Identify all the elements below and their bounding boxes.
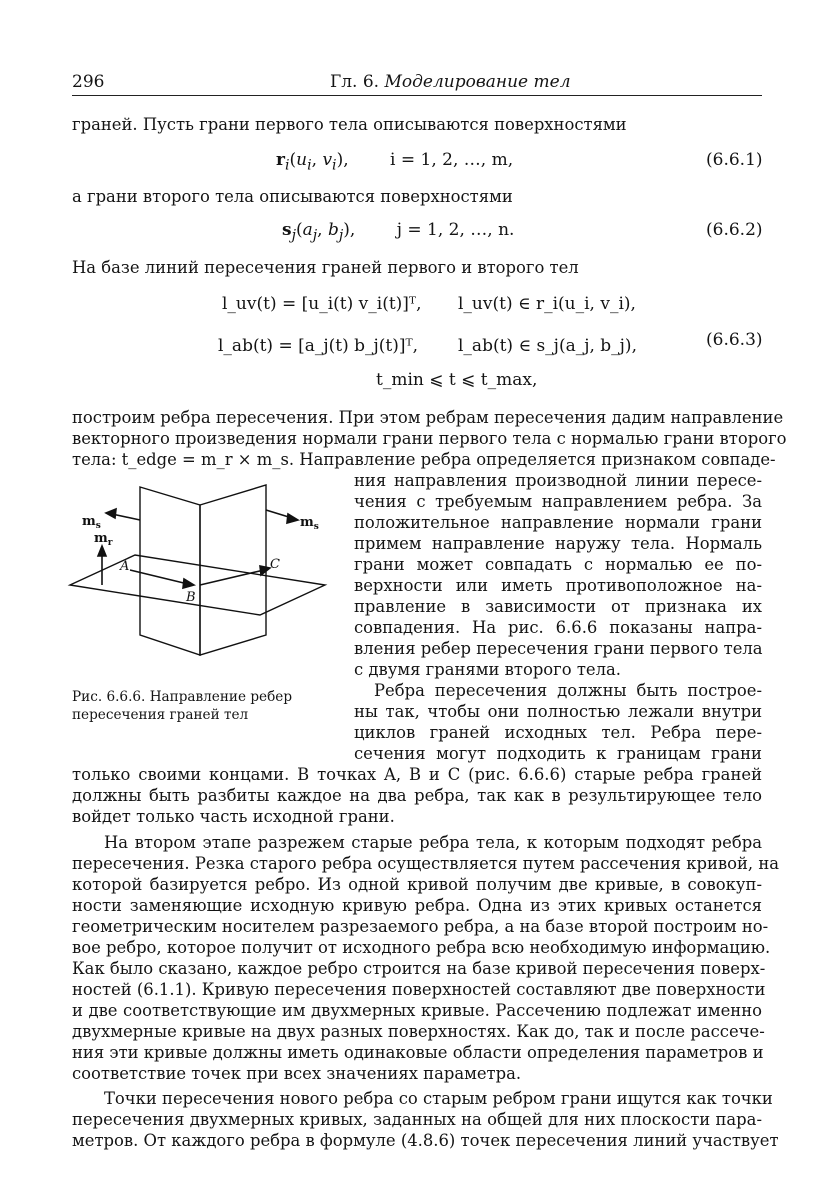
body-line: ностей (6.1.1). Кривую пересечения поверхностей составляют две поверхности — [72, 980, 766, 999]
eq-symbol: s — [282, 220, 292, 240]
label-ms-right: $m_s$ — [300, 515, 319, 532]
arrow-head — [106, 509, 116, 518]
equation-number: (6.6.1) — [706, 150, 763, 170]
body-line: ности заменяющие исходную кривую ребра. Одна из этих кривых останется — [72, 896, 762, 915]
label-mr: $m_r$ — [94, 531, 113, 548]
wrap-line: циклов граней исходных тел. Ребра пере- — [354, 723, 762, 742]
eq-row-2-right: l_ab(t) ∈ s_j(a_j, b_j), — [458, 336, 637, 356]
body-line: Точки пересечения нового ребра со старым ребром грани ищутся как точки — [104, 1089, 773, 1108]
paragraph-text: граней. Пусть грани первого тела описываются поверхностями — [72, 115, 627, 134]
body-line: На втором этапе разрежем старые ребра тела, к которым подходят ребра — [104, 833, 762, 852]
body-line: построим ребра пересечения. При этом ребрам пересечения дадим направление — [72, 408, 784, 427]
page-number: 296 — [72, 72, 105, 92]
wrap-line: сечения могут подходить к границам грани — [354, 744, 762, 763]
eq-row-3: t_min ⩽ t ⩽ t_max, — [376, 370, 538, 390]
body-line: соответствие точек при всех значениях параметра. — [72, 1064, 522, 1083]
body-line: только своими концами. В точках A, B и C (рис. 6.6.6) старые ребра граней — [72, 765, 762, 784]
body-line: вое ребро, которое получит от исходного ребра всю необходимую информацию. — [72, 938, 771, 957]
edge-B-C — [200, 570, 264, 585]
wrap-line: с двумя гранями второго тела. — [354, 660, 622, 679]
label-B: B — [186, 590, 196, 605]
body-line: войдет только часть исходной грани. — [72, 807, 395, 826]
arrow-head — [287, 514, 298, 523]
wrap-line: вления ребер пересечения грани первого тела — [354, 639, 763, 658]
arrow-head — [260, 566, 270, 575]
equation-number: (6.6.2) — [706, 220, 763, 240]
label-C: C — [270, 557, 280, 572]
body-line: векторного произведения нормали грани первого тела с нормалью грани второго — [72, 429, 787, 448]
normal-ms-left — [112, 514, 140, 520]
equation-number: (6.6.3) — [706, 330, 763, 350]
arrow-head — [98, 546, 106, 556]
figure-caption: Рис. 6.6.6. Направление ребер пересечения граней тел — [72, 689, 293, 723]
figure-6-6-6 — [60, 480, 350, 690]
body-line: которой базируется ребро. Из одной кривой получим две кривые, в совокуп- — [72, 875, 762, 894]
wrap-line: совпадения. На рис. 6.6.6 показаны напра- — [354, 618, 762, 637]
wrap-line: верхности или иметь противоположное на- — [354, 576, 762, 595]
arrow-head — [183, 579, 194, 588]
wrap-line: чения с требуемым направлением ребра. За — [354, 492, 762, 511]
running-header — [330, 72, 571, 92]
body-line: двухмерные кривые на двух разных поверхностях. Как до, так и после рассече- — [72, 1022, 765, 1041]
wrap-line: ны так, чтобы они полностью лежали внутри — [354, 702, 762, 721]
body-line: Как было сказано, каждое ребро строится на базе кривой пересечения поверх- — [72, 959, 766, 978]
body-line: должны быть разбиты каждое на два ребра, так как в результирующее тело — [72, 786, 762, 805]
eq-row-2-left: l_ab(t) = [a_j(t) b_j(t)]ᵀ, — [218, 336, 419, 356]
body-line: и две соответствующие им двухмерных кривые. Рассечению подлежат именно — [72, 1001, 762, 1020]
eq-row-1-right: l_uv(t) ∈ r_i(u_i, v_i), — [458, 294, 636, 314]
wrap-line: примем направление наружу тела. Нормаль — [354, 534, 762, 553]
paragraph-text: На базе линий пересечения граней первого и второго тел — [72, 258, 579, 277]
body-line: ния эти кривые должны иметь одинаковые области определения параметров и — [72, 1043, 764, 1062]
equation-6-6-1: $r_i(u_i$, $v_i$), i = 1, 2, …, m, — [276, 150, 514, 174]
wrap-line: ния направления производной линии пересе- — [354, 471, 762, 490]
paragraph-text: а грани второго тела описываются поверхностями — [72, 187, 513, 206]
wrap-line: положительное направление нормали грани — [354, 513, 762, 532]
wrap-line: Ребра пересечения должны быть построе- — [374, 681, 762, 700]
label-ms-left: $m_s$ — [82, 514, 101, 531]
header-rule — [72, 95, 762, 96]
body-line: геометрическим носителем разрезаемого ребра, а на базе второй построим но- — [72, 917, 769, 936]
body-line: метров. От каждого ребра в формуле (4.8.6) точек пересечения линий участвует — [72, 1131, 779, 1150]
left-vertical-face — [140, 487, 200, 655]
horizontal-face — [70, 555, 325, 615]
chapter-number: Гл. 6. — [330, 72, 380, 92]
label-A: A — [120, 559, 130, 574]
eq-range: i = 1, 2, …, m, — [390, 150, 514, 170]
equation-6-6-2: $s_j(a_j$, $b_j$), j = 1, 2, …, n. — [282, 220, 515, 244]
body-line: пересечения. Резка старого ребра осуществляется путем рассечения кривой, на — [72, 854, 780, 873]
wrap-line: грани может совпадать с нормалью ее по- — [354, 555, 762, 574]
body-line: пересечения двухмерных кривых, заданных на общей для них плоскости пара- — [72, 1110, 762, 1129]
body-line: тела: t_edge = m_r × m_s. Направление ребра определяется признаком совпаде- — [72, 450, 776, 469]
eq-range: j = 1, 2, …, n. — [396, 220, 515, 240]
wrap-line: правление в зависимости от признака их — [354, 597, 762, 616]
eq-row-1-left: l_uv(t) = [u_i(t) v_i(t)]ᵀ, — [222, 294, 422, 314]
chapter-title: Моделирование тел — [384, 72, 571, 92]
eq-symbol: r — [276, 150, 285, 170]
